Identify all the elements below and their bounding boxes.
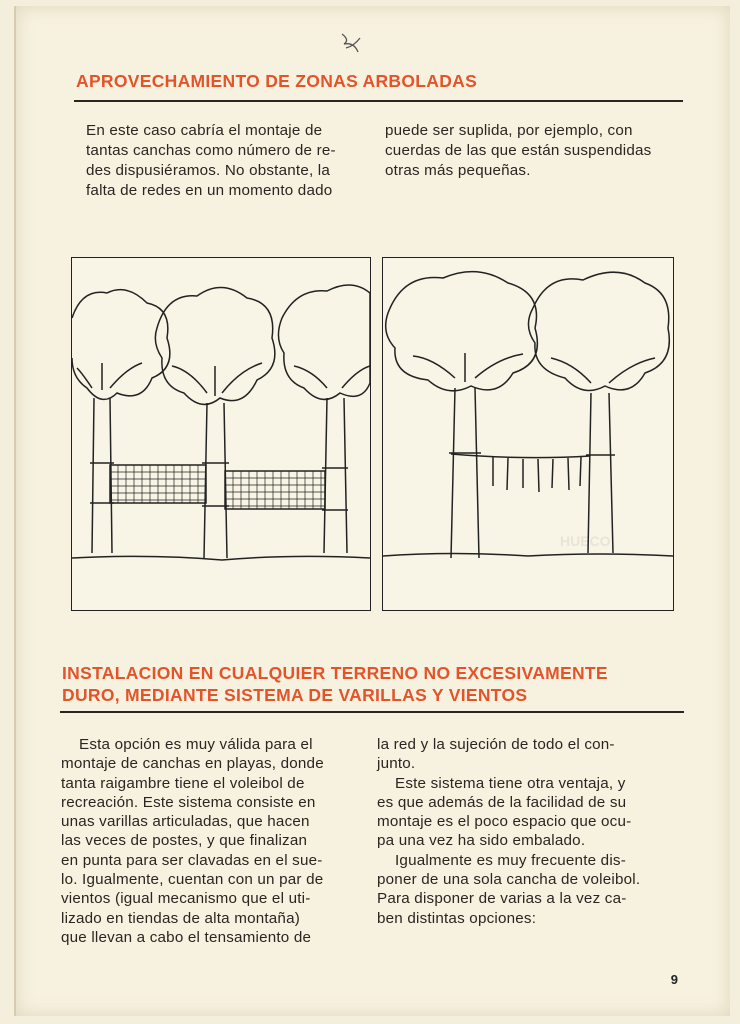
trees-rope-drawing xyxy=(383,258,673,610)
tree-trunk xyxy=(92,398,112,553)
text-line: ben distintas opciones: xyxy=(377,909,537,927)
section-2-rule xyxy=(60,711,684,713)
text-line: la red y la sujeción de todo el con- xyxy=(377,736,615,753)
trees-with-rope-illustration xyxy=(382,257,674,611)
hanging-cord xyxy=(538,459,539,492)
volleyball-net xyxy=(225,471,325,509)
hanging-cord xyxy=(552,459,553,488)
tree-crown xyxy=(386,272,538,391)
text-line: Esta opción es muy válida para el xyxy=(79,736,313,753)
tree-trunk xyxy=(451,388,479,558)
text-line: las veces de postes, y que finalizan xyxy=(61,832,308,850)
section-1-rule xyxy=(74,100,683,102)
section-2-column-2 xyxy=(377,735,687,928)
text-line: vientos (igual mecanismo que el uti- xyxy=(61,890,311,908)
text-line: Para disponer de varias a la vez ca- xyxy=(377,890,627,908)
tree-crown xyxy=(278,285,370,399)
text-line: En este caso cabría el montaje de xyxy=(86,122,323,139)
section-2-heading-line-1: INSTALACION EN CUALQUIER TERRENO NO EXCESIVAMENTE xyxy=(62,663,608,683)
section-1-column-2 xyxy=(385,121,685,181)
hanging-cord xyxy=(568,458,569,490)
section-1-column-1 xyxy=(86,121,366,201)
tree-crown xyxy=(528,272,669,390)
ground-line xyxy=(383,554,673,557)
text-line: unas varillas articuladas, que hacen xyxy=(61,813,310,831)
text-line: montaje de canchas en playas, donde xyxy=(61,755,324,773)
text-line: Igualmente es muy frecuente dis- xyxy=(395,851,626,869)
text-line: puede ser suplida, por ejemplo, con xyxy=(385,122,633,139)
hanging-cord xyxy=(580,457,581,486)
text-line: des dispusiéramos. No obstante, la xyxy=(86,162,331,179)
section-1-heading: APROVECHAMIENTO DE ZONAS ARBOLADAS xyxy=(76,71,478,91)
text-line: pa una vez ha sido embalado. xyxy=(377,832,586,850)
text-line: falta de redes en un momento dado xyxy=(86,182,333,199)
page-number: 9 xyxy=(670,972,678,987)
text-line: otras más pequeñas. xyxy=(385,162,531,179)
tree-crown xyxy=(72,290,170,400)
text-line: tantas canchas como número de re- xyxy=(86,142,336,159)
pencil-mark-icon xyxy=(336,30,366,56)
section-2-column-1 xyxy=(61,735,357,947)
text-line: que llevan a cabo el tensamiento de xyxy=(61,928,312,946)
trees-with-nets-illustration xyxy=(71,257,371,611)
tree-trunk xyxy=(588,393,613,553)
text-line: lizado en tiendas de alta montaña) xyxy=(61,909,300,927)
section-2-heading-line-2: DURO, MEDIANTE SISTEMA DE VARILLAS Y VIENTOS xyxy=(62,685,528,705)
text-line: cuerdas de las que están suspendidas xyxy=(385,142,652,159)
trees-nets-drawing xyxy=(72,258,370,610)
hanging-cord xyxy=(507,458,508,490)
rope xyxy=(451,454,590,458)
text-line: montaje es el poco espacio que ocu- xyxy=(377,813,632,831)
tree-trunk xyxy=(324,398,347,553)
text-line: junto. xyxy=(377,755,416,773)
text-line: es que además de la facilidad de su xyxy=(377,793,627,811)
text-line: recreación. Este sistema consiste en xyxy=(61,793,316,811)
text-line: Este sistema tiene otra ventaja, y xyxy=(395,774,626,792)
text-line: tanta raigambre tiene el voleibol de xyxy=(61,774,305,792)
tree-trunk xyxy=(204,403,227,558)
text-line: lo. Igualmente, cuentan con un par de xyxy=(61,871,324,889)
ground-line xyxy=(72,556,370,560)
text-line: en punta para ser clavadas en el sue- xyxy=(61,851,323,869)
text-line: poner de una sola cancha de voleibol. xyxy=(377,871,641,889)
